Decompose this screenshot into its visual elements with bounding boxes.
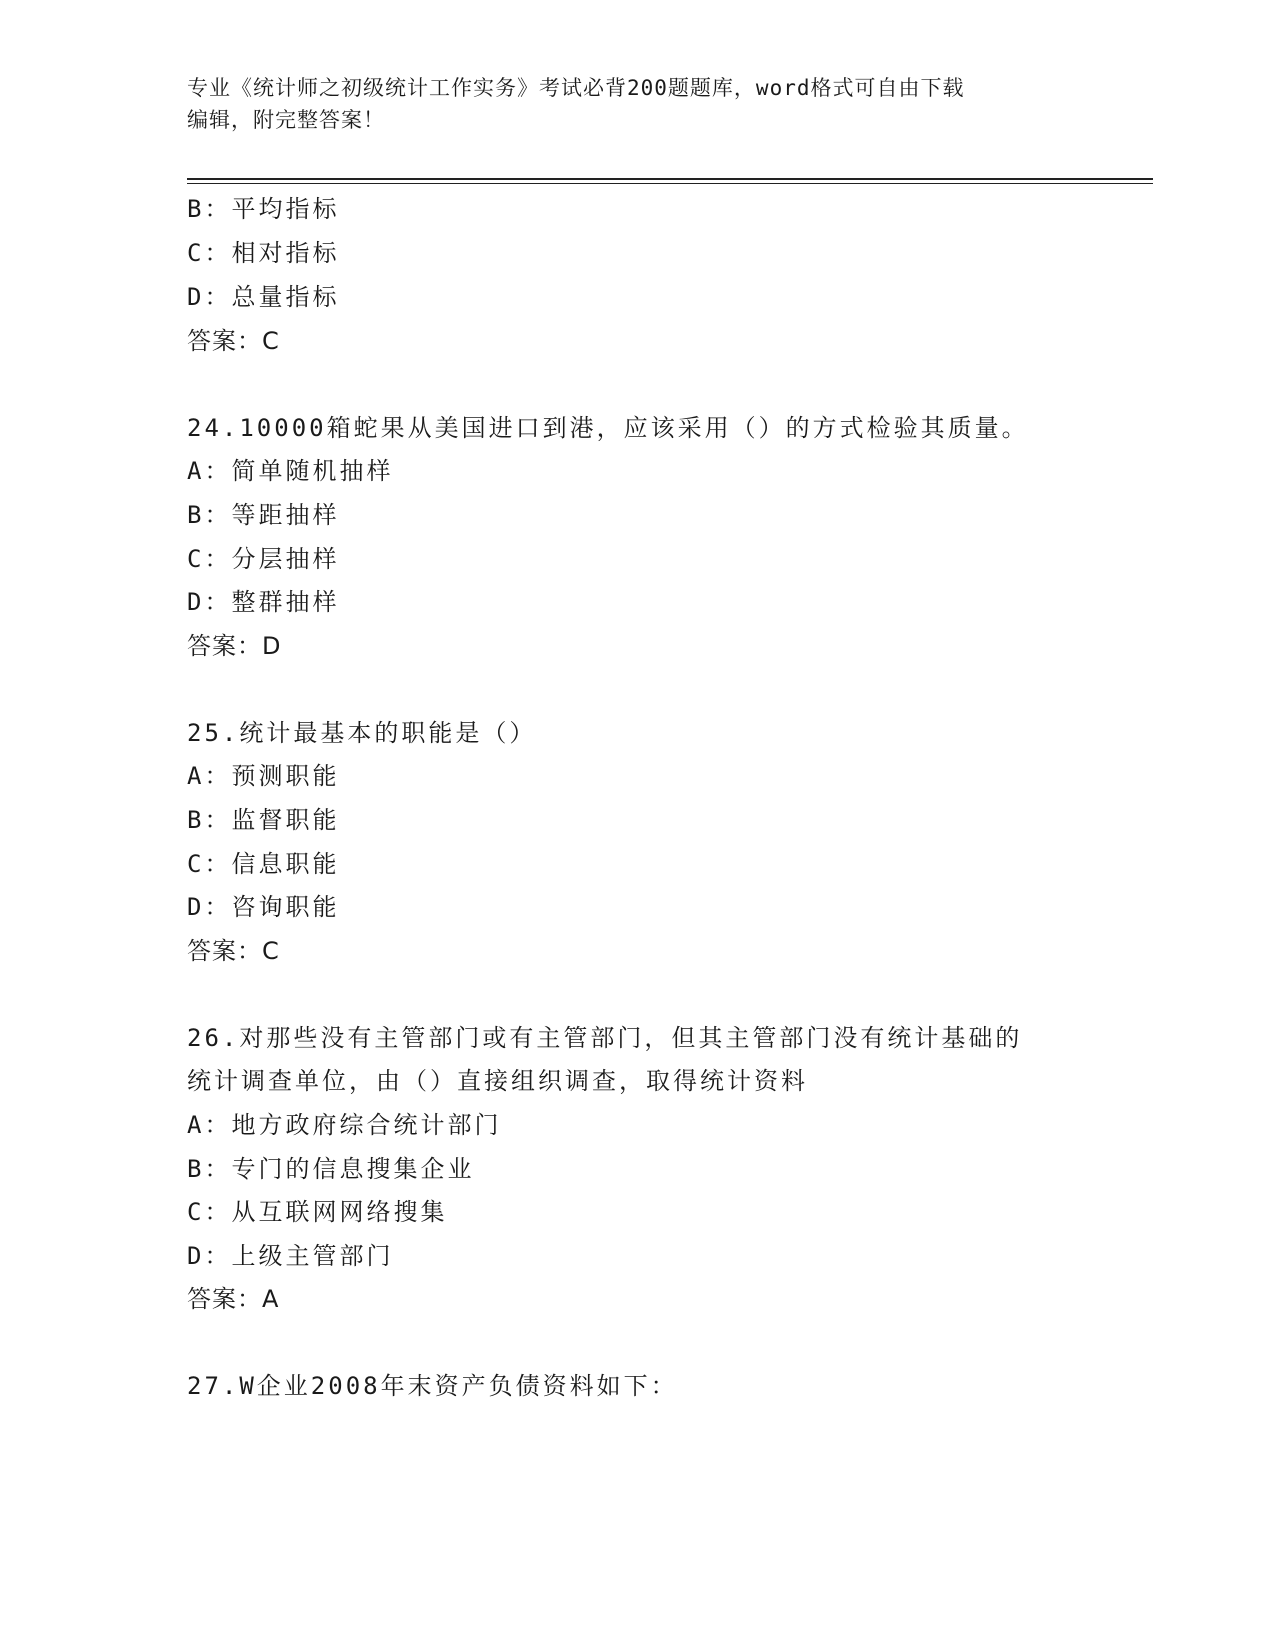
header-line-2: 编辑，附完整答案！ <box>187 108 385 132</box>
q26-option-d: D：上级主管部门 <box>187 1242 394 1270</box>
q24-option-d: D：整群抽样 <box>187 588 340 616</box>
q27-question: 27.W企业2008年末资产负债资料如下： <box>187 1372 678 1400</box>
q26-option-c: C：从互联网网络搜集 <box>187 1198 448 1226</box>
q25-answer: 答案：C <box>187 937 280 965</box>
q26-option-b: B：专门的信息搜集企业 <box>187 1155 475 1183</box>
q25-question: 25.统计最基本的职能是（） <box>187 719 537 747</box>
q24-answer: 答案：D <box>187 632 282 660</box>
q26-option-a: A：地方政府综合统计部门 <box>187 1111 502 1139</box>
document-header <box>187 72 1067 136</box>
q23-option-d: D：总量指标 <box>187 283 340 311</box>
q23-option-b: B：平均指标 <box>187 195 340 223</box>
q24-option-c: C：分层抽样 <box>187 545 340 573</box>
q26-question-line-1: 26.对那些没有主管部门或有主管部门，但其主管部门没有统计基础的 <box>187 1024 1023 1052</box>
q25-option-c: C：信息职能 <box>187 850 340 878</box>
q26-question-line-2: 统计调查单位，由（）直接组织调查，取得统计资料 <box>187 1067 808 1095</box>
q23-answer: 答案：C <box>187 327 280 355</box>
q25-option-d: D：咨询职能 <box>187 893 340 921</box>
q24-option-a: A：简单随机抽样 <box>187 457 394 485</box>
header-line-1: 专业《统计师之初级统计工作实务》考试必背200题题库，word格式可自由下载 <box>187 76 965 100</box>
q24-option-b: B：等距抽样 <box>187 501 340 529</box>
header-divider-thin <box>187 183 1153 184</box>
header-divider-thick <box>187 178 1153 180</box>
q24-question: 24.10000箱蛇果从美国进口到港，应该采用（）的方式检验其质量。 <box>187 414 1029 442</box>
q25-option-a: A：预测职能 <box>187 762 340 790</box>
q26-answer: 答案：A <box>187 1285 280 1313</box>
q25-option-b: B：监督职能 <box>187 806 340 834</box>
q23-option-c: C：相对指标 <box>187 239 340 267</box>
